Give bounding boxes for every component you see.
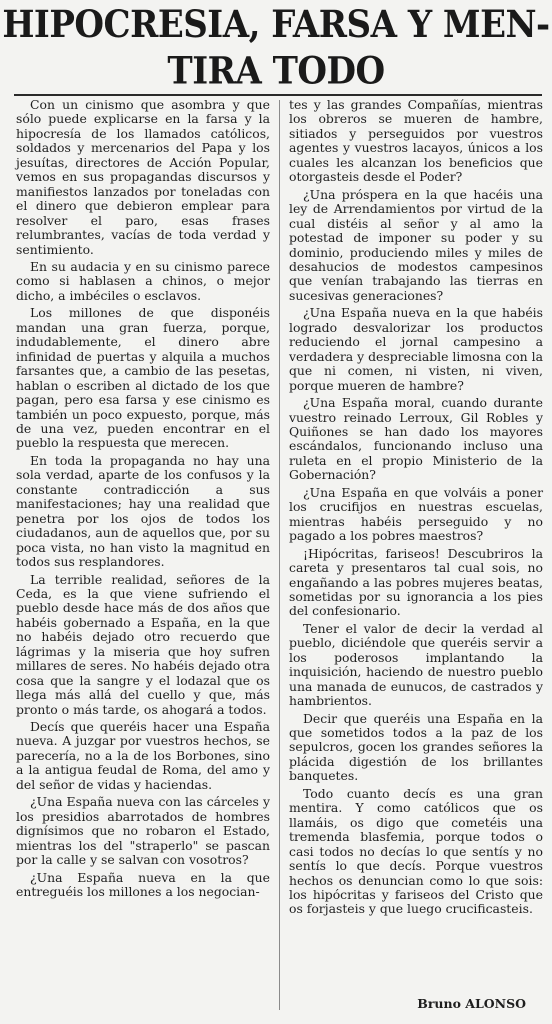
author-signature: Bruno ALONSO xyxy=(417,996,526,1011)
headline-line-2: TIRA TODO xyxy=(167,49,385,94)
paragraph: ¿Una España moral, cuando durante vuestro reinado Lerroux, Gil Robles y Quiñones se han dado los mayores escándalos, funcionando incluso una ruleta en el propio Ministerio de la Gobernación? xyxy=(289,395,543,483)
headline-rule xyxy=(14,94,542,96)
paragraph: ¿Una España nueva en la que entreguéis los millones a los negocian- xyxy=(16,869,270,900)
paragraph: En toda la propaganda no hay una sola verdad, aparte de los confusos y la constante contradicción a sus manifestaciones; hay una realidad que penetra por los ojos de todos los ciudadanos, aun de aquellos que, por su poca vista, no han visto la magnitud en todos sus resplandores. xyxy=(16,452,270,570)
headline-line-1: HIPOCRESIA, FARSA Y MEN- xyxy=(2,3,550,48)
paragraph: Los millones de que disponéis mandan una gran fuerza, porque, indudablemente, el dinero abre infinidad de puertas y alquila a muchos farsantes que, a cambio de las pesetas, hablan o escriben al dictado de los que pagan, pero esa farsa y ese cinismo es también un poco expuesto, porque, más de una vez, pueden encontrar en el pueblo la respuesta que merecen. xyxy=(16,305,270,451)
paragraph: Todo cuanto decís es una gran mentira. Y como católicos que os llamáis, os digo que cometéis una tremenda blasfemia, porque todos o casi todos no decías lo que sentís y no sentís lo que decís. Porque vuestros hechos os denuncian como lo que sois: los hipócritas y fariseos del Cristo que os forjasteis y que luego crucificasteis. xyxy=(289,785,543,917)
paragraph-continued: tes y las grandes Compañías, mientras los obreros se mueren de hambre, sitiados y perseguidos por vuestros agentes y vuestros lacayos, únicos a los cuales les alcanzan los beneficios que otorgasteis desde el Poder? xyxy=(289,97,543,185)
column-divider xyxy=(279,100,280,1010)
paragraph: ¿Una España en que volváis a poner los crucifijos en nuestras escuelas, mientras habéis perseguido y no pagado a los pobres maestros? xyxy=(289,484,543,544)
paragraph: Tener el valor de decir la verdad al pueblo, diciéndole que queréis servir a los poderosos implantando la inquisición, haciendo de nuestro pueblo una manada de eunucos, de castrados y hambrientos. xyxy=(289,620,543,709)
paragraph: En su audacia y en su cinismo parece como si hablasen a chinos, o mejor dicho, a imbéciles o esclavos. xyxy=(16,258,270,303)
paragraph: ¿Una España nueva con las cárceles y los presidios abarrotados de hombres dignísimos que no robaron el Estado, mientras los del "straperlo" se pascan por la calle y se salvan con vosotros? xyxy=(16,794,270,868)
paragraph: Decir que queréis una España en la que sometidos todos a la paz de los sepulcros, gocen los grandes señores la plácida digestión de los brillantes banquetes. xyxy=(289,710,543,784)
paragraph: La terrible realidad, señores de la Ceda, es la que viene sufriendo el pueblo desde hace más de dos años que habéis gobernado a España, en la que no habéis dejado otro recuerdo que lágrimas y la miseria que hoy sufren millares de seres. No habéis dejado otra cosa que la sangre y el lodazal que os llega más allá del cuello y que, más pronto o más tarde, os ahogará a todos. xyxy=(16,571,270,717)
paragraph: Decís que queréis hacer una España nueva. A juzgar por vuestros hechos, se parecería, no a la de los Borbones, sino a la antigua feudal de Roma, del amo y del señor de vidas y haciendas. xyxy=(16,719,270,792)
article-column-left xyxy=(16,98,270,902)
paragraph: Con un cinismo que asombra y que sólo puede explicarse en la farsa y la hipocresía de los llamados católicos, soldados y mercenarios del Papa y los jesuítas, directores de Acción Popular, vemos en sus propagandas discursos y manifiestos lanzados por toneladas con el dinero que debieron emplear para resolver el paro, esas frases relumbrantes, vacías de toda verdad y sentimiento. xyxy=(16,97,270,257)
article-column-right xyxy=(289,98,543,920)
headline xyxy=(0,2,552,94)
paragraph: ¿Una España nueva en la que habéis logrado desvalorizar los productos reduciendo el jornal campesino a verdadera y despreciable limosna con la que ni comen, ni visten, ni viven, porque mueren de hambre? xyxy=(289,305,543,393)
paragraph: ¡Hipócritas, fariseos! Descubriros la careta y presentaros tal cual sois, no engañando a las pobres mujeres beatas, sometidas por su ignorancia a los pies del confesionario. xyxy=(289,545,543,619)
paragraph: ¿Una próspera en la que hacéis una ley de Arrendamientos por virtud de la cual distéis al señor y al amo la potestad de imponer su poder y su dominio, produciendo miles y miles de desahucios de modestos campesinos que venían trabajando las tierras en sucesivas generaciones? xyxy=(289,186,543,303)
